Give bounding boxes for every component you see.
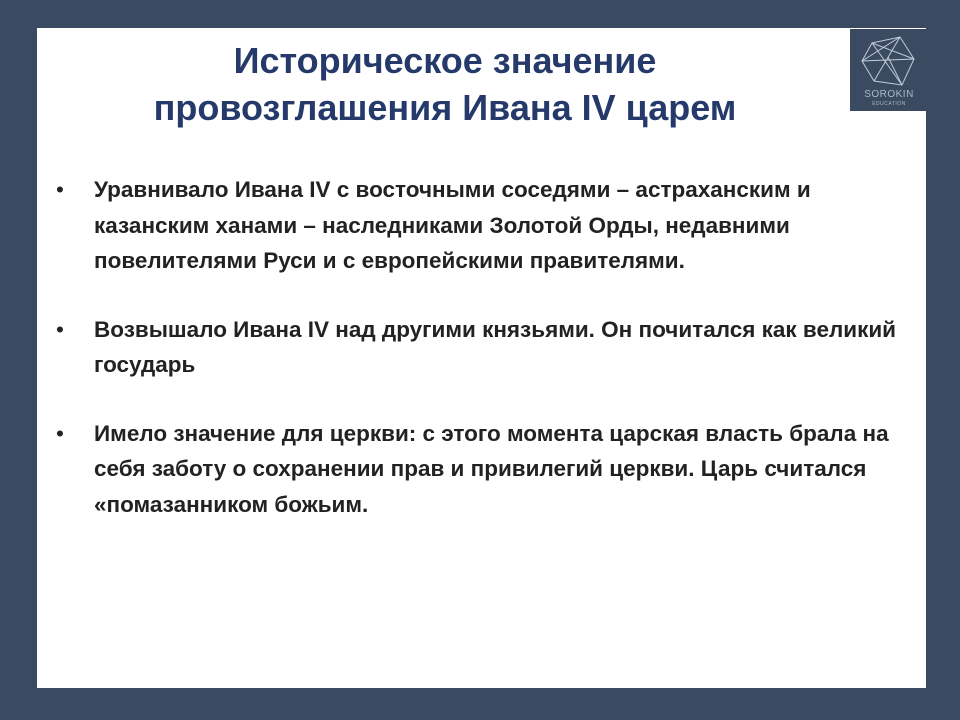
bullet-list (56, 172, 916, 555)
logo-subtitle: EDUCATION (872, 101, 906, 107)
bullet-text: Возвышало Ивана IV над другими князьями. Он почитался как великий государь (94, 316, 897, 377)
bullet-item (56, 172, 916, 279)
bullet-item (56, 416, 916, 523)
logo-name: SOROKIN (864, 89, 914, 100)
title-line-1: Историческое значение (233, 40, 657, 81)
slide-title (60, 37, 830, 131)
title-line-2: провозглашения Ивана IV царем (153, 87, 737, 128)
bullet-text: Уравнивало Ивана IV с восточными соседями – астраханским и казанским ханами – наследниками Золотой Орды, недавними повелителями Руси и с европейскими правителями. (94, 177, 811, 273)
bullet-text: Имело значение для церкви: с этого момента царская власть брала на себя заботу о сохранении прав и привилегий церкви. Царь считался «помазанником божьим. (94, 420, 889, 517)
bullet-item (56, 312, 916, 383)
bullet-marker: • (56, 420, 64, 446)
bullet-marker: • (56, 316, 64, 342)
bullet-marker: • (56, 177, 64, 202)
sorokin-logo (850, 29, 928, 111)
